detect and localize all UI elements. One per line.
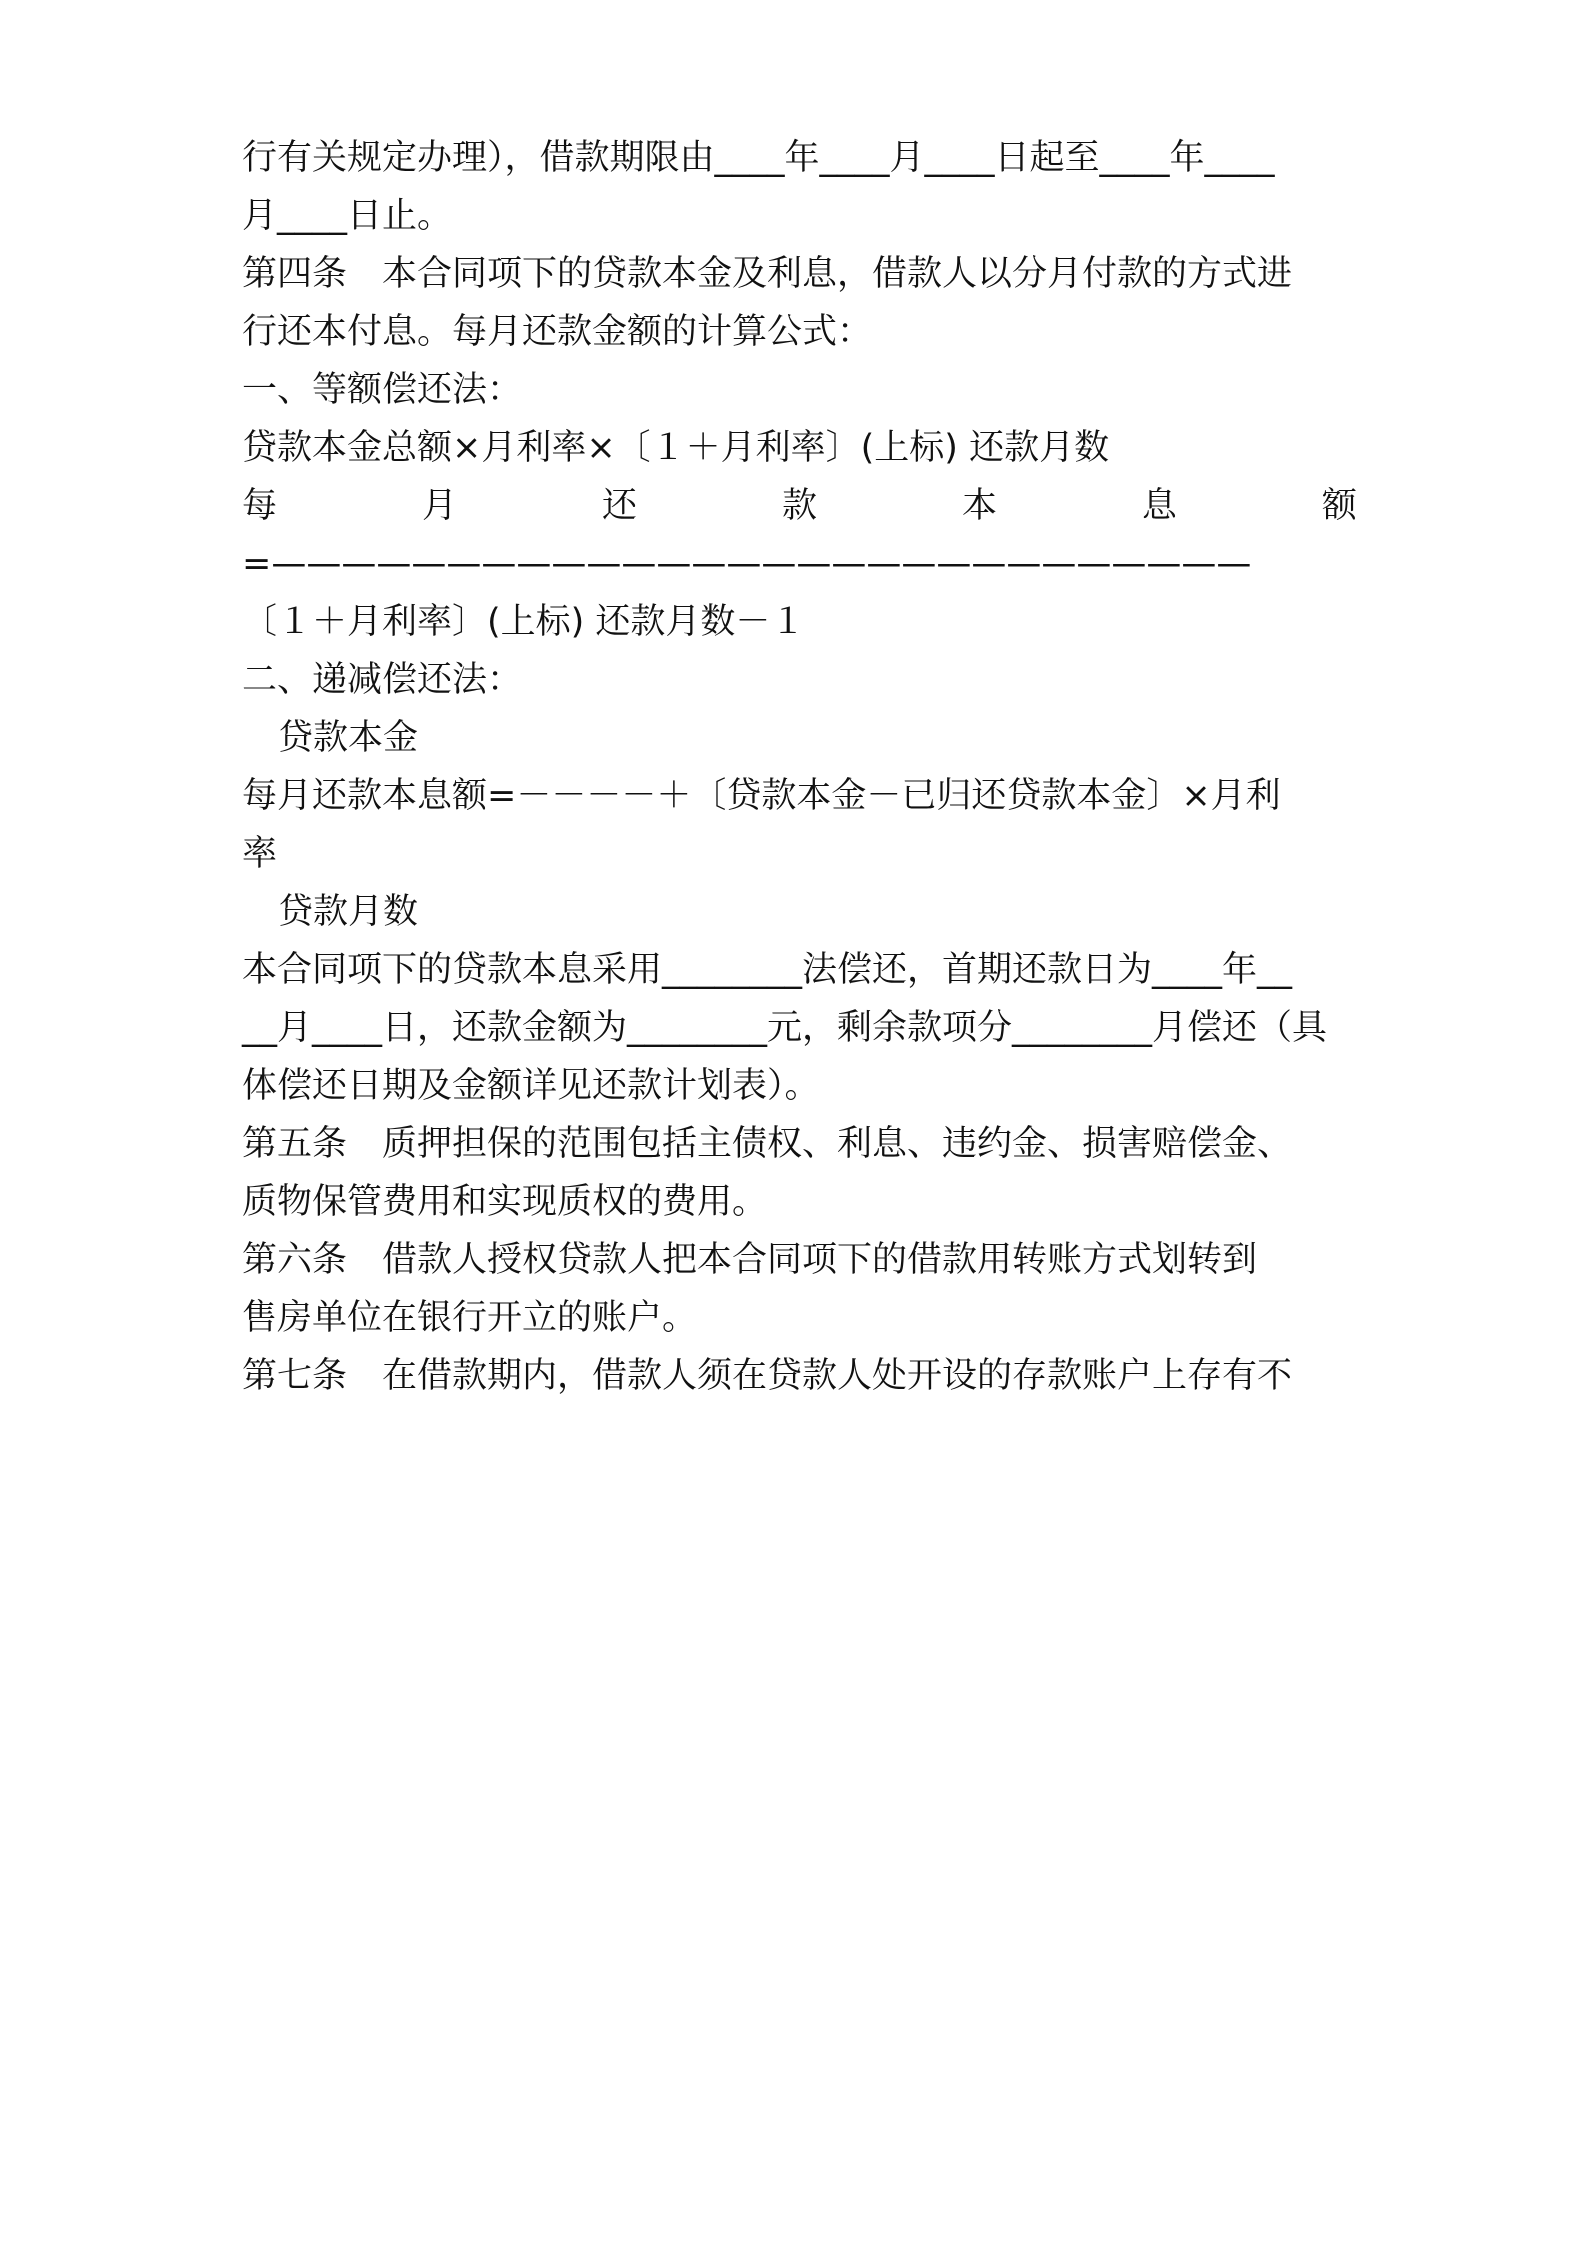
- repayment-line-2: __月____日，还款金额为________元，剩余款项分________月偿还（具: [242, 1008, 1328, 1048]
- formula-2-main-line: 每月还款本息额=－－－－＋〔贷款本金－已归还贷款本金〕×月利: [242, 776, 1281, 816]
- article-4-line-1: 第四条 本合同项下的贷款本金及利息，借款人以分月付款的方式进: [242, 254, 1293, 294]
- formula-2-wrap: 率: [242, 834, 278, 874]
- formula-2-numerator: 贷款本金: [278, 718, 419, 758]
- method-1-heading: 一、等额偿还法：: [242, 370, 523, 410]
- article-4-line-2: 行还本付息。每月还款金额的计算公式：: [242, 312, 873, 352]
- text-line-2: 月____日止。: [242, 196, 453, 236]
- repayment-line-1: 本合同项下的贷款本息采用________法偿还，首期还款日为____年__: [242, 950, 1293, 990]
- spread-char: 息: [1141, 486, 1177, 526]
- formula-1-fraction-bar: =————————————————————————————: [242, 544, 1252, 584]
- article-6-line-2: 售房单位在银行开立的账户。: [242, 1298, 698, 1338]
- spread-char: 本: [961, 486, 997, 526]
- formula-1-numerator: 贷款本金总额×月利率×〔１＋月利率〕(上标) 还款月数: [242, 428, 1110, 468]
- formula-1-denominator: 〔１＋月利率〕(上标) 还款月数－１: [242, 602, 806, 642]
- article-7-line-1: 第七条 在借款期内，借款人须在贷款人处开设的存款账户上存有不: [242, 1356, 1293, 1396]
- article-5-line-1: 第五条 质押担保的范围包括主债权、利息、违约金、损害赔偿金、: [242, 1124, 1293, 1164]
- spread-char: 款: [781, 486, 817, 526]
- spread-char: 额: [1321, 486, 1357, 526]
- method-2-heading: 二、递减偿还法：: [242, 660, 523, 700]
- spread-char: 每: [242, 486, 278, 526]
- formula-1-label-spread: [242, 476, 1357, 536]
- formula-2-denominator: 贷款月数: [278, 892, 419, 932]
- spread-char: 还: [601, 486, 637, 526]
- repayment-line-3: 体偿还日期及金额详见还款计划表）。: [242, 1066, 820, 1106]
- text-line-1: 行有关规定办理），借款期限由____年____月____日起至____年____: [242, 138, 1275, 178]
- article-6-line-1: 第六条 借款人授权贷款人把本合同项下的借款用转账方式划转到: [242, 1240, 1258, 1280]
- spread-char: 月: [421, 486, 457, 526]
- article-5-line-2: 质物保管费用和实现质权的费用。: [242, 1182, 768, 1222]
